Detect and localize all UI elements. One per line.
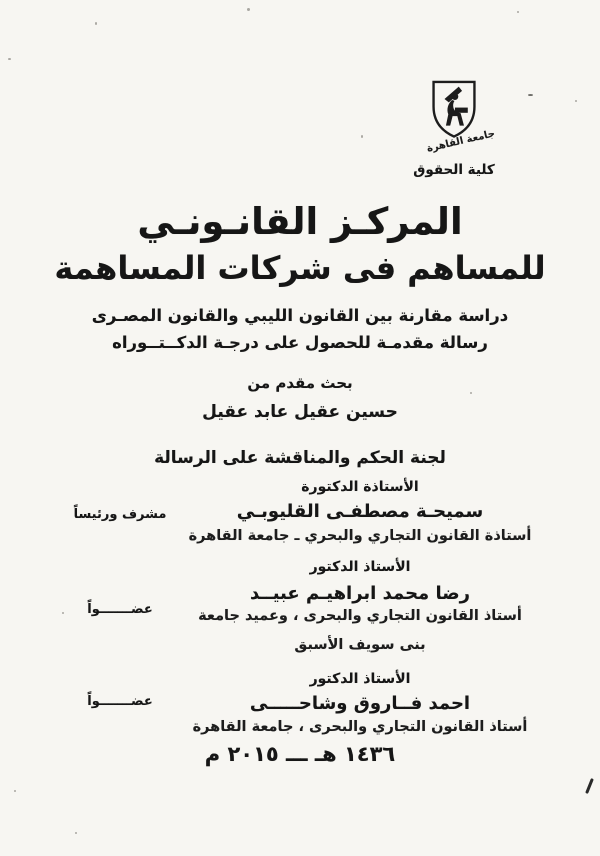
committee-member-name: سميحـة مصطفـى القليوبـي: [236, 501, 484, 522]
author-name: حسين عقيل عابد عقيل: [202, 402, 398, 422]
scan-noise-speck: [95, 22, 97, 25]
committee-member-title: الأستاذ الدكتور: [309, 671, 411, 687]
scan-noise-speck: [14, 790, 16, 792]
faculty-name: كلية الحقوق: [413, 162, 495, 178]
committee-heading: لجنة الحكم والمناقشة على الرسالة: [154, 448, 446, 468]
committee-member-description-line2: بنى سويف الأسبق: [294, 637, 426, 653]
university-name-curved: جامعة القاهرة: [425, 128, 497, 155]
scan-noise-speck: [247, 8, 250, 11]
committee-member-name: احمد فــاروق وشاحـــــى: [249, 693, 471, 714]
subtitle-comparative-study: دراسة مقارنة بين القانون الليبي والقانون المصـرى: [91, 306, 509, 325]
scribe-head-shape: [452, 93, 459, 100]
committee-member-description: أستاذة القانون التجاري والبحري ـ جامعة القاهرة: [188, 528, 532, 544]
submitted-by-label: بحث مقدم من: [247, 374, 353, 392]
subtitle-degree-statement: رسالة مقدمـة للحصول على درجـة الدكــتــوراه: [112, 333, 488, 352]
committee-member-description: أستاذ القانون التجاري والبحرى ، وعميد جامعة: [198, 608, 522, 624]
university-shield-emblem: [430, 80, 478, 138]
scan-noise-speck: [470, 392, 472, 394]
committee-member-role: مشرف ورئيساً: [73, 507, 167, 522]
committee-member-role: عضـــــــواً: [87, 602, 153, 617]
scan-noise-speck: [361, 135, 363, 138]
scan-noise-speck: [8, 58, 11, 60]
thesis-title-line2: للمساهم فى شركات المساهمة: [54, 249, 546, 287]
scan-noise-speck: [75, 832, 77, 834]
committee-member-description: أستاذ القانون التجاري والبحرى ، جامعة القاهرة: [192, 719, 528, 735]
committee-member-title: الأستاذة الدكتورة: [301, 479, 419, 495]
scan-noise-speck: [517, 11, 519, 13]
committee-member-role: عضـــــــواً: [87, 694, 153, 709]
committee-member-title: الأستاذ الدكتور: [309, 559, 411, 575]
committee-member-name: رضا محمد ابراهيـم عبيــد: [250, 583, 470, 604]
scan-noise-speck: [528, 94, 533, 96]
scan-noise-speck: [575, 100, 577, 102]
date-line: ١٤٣٦ هـ ـــ ٢٠١٥ م: [204, 742, 396, 766]
thesis-title-line1: المركـز القانـونـي: [137, 200, 463, 243]
scan-edge-mark: [585, 778, 594, 794]
scribe-desk-shape: [455, 108, 468, 113]
scan-noise-speck: [62, 612, 64, 614]
